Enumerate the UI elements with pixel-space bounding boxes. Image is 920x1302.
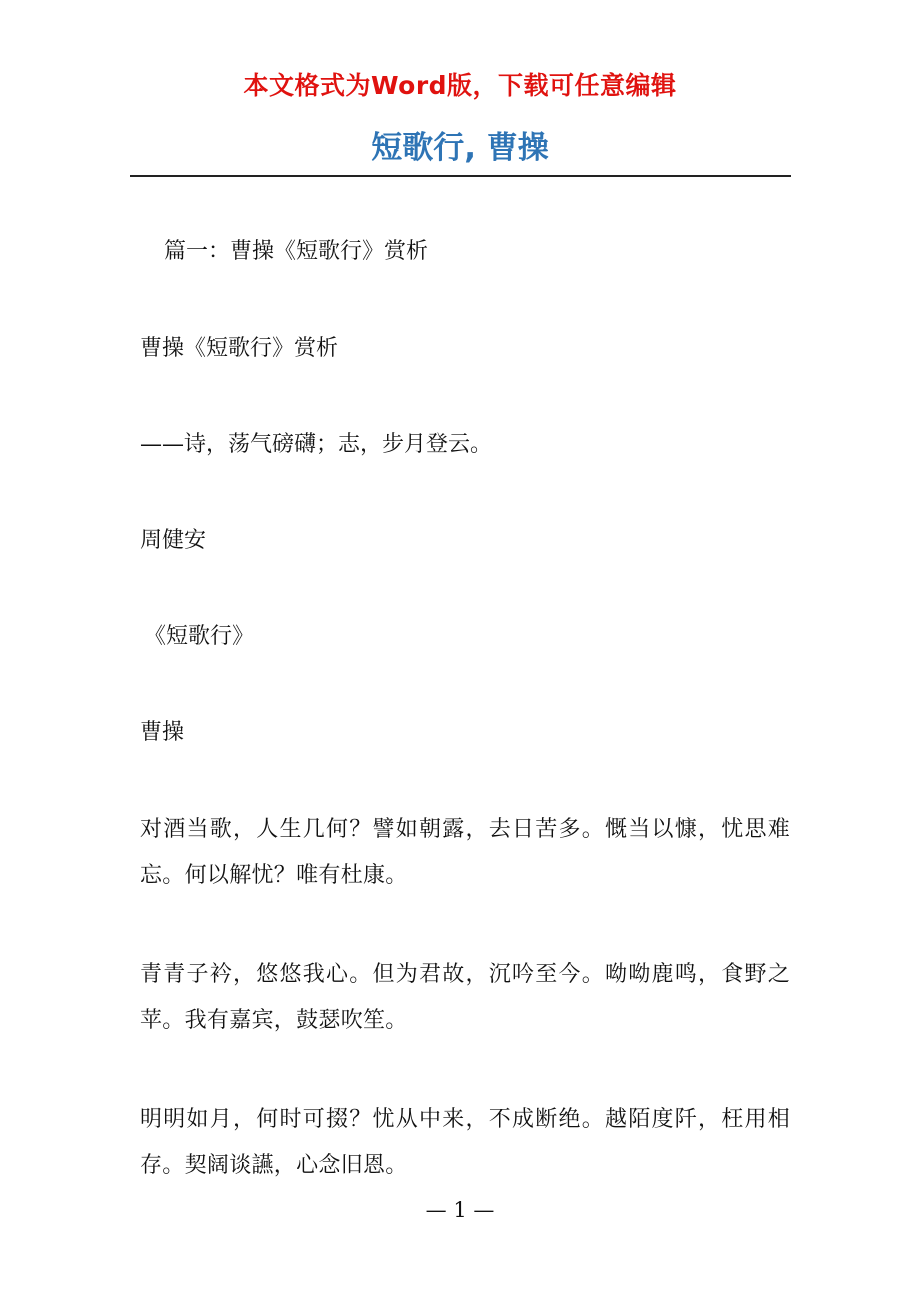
poem-stanza: 青青子衿，悠悠我心。但为君故，沉吟至今。呦呦鹿鸣，食野之苹。我有嘉宾，鼓瑟吹笙。: [140, 962, 790, 1033]
poem-author: 曹操: [140, 720, 185, 745]
title-divider: [130, 175, 791, 177]
poem-stanza: 明明如月，何时可掇？忧从中来，不成断绝。越陌度阡，枉用相存。契阔谈讌，心念旧恩。: [140, 1107, 790, 1178]
format-notice: 本文格式为Word版，下载可任意编辑: [243, 71, 677, 100]
section-heading: 篇一：曹操《短歌行》赏析: [164, 239, 429, 264]
page-number: — 1 —: [425, 1198, 495, 1222]
document-title: 短歌行, 曹操: [371, 130, 549, 166]
epigraph: ——诗，荡气磅礴；志，步月登云。: [140, 432, 493, 457]
article-author: 周健安: [140, 528, 207, 553]
poem-title: 《短歌行》: [144, 624, 255, 649]
article-subtitle: 曹操《短歌行》赏析: [140, 336, 339, 361]
poem-stanza: 对酒当歌，人生几何？譬如朝露，去日苦多。慨当以慷，忧思难忘。何以解忧？唯有杜康。: [140, 817, 790, 888]
